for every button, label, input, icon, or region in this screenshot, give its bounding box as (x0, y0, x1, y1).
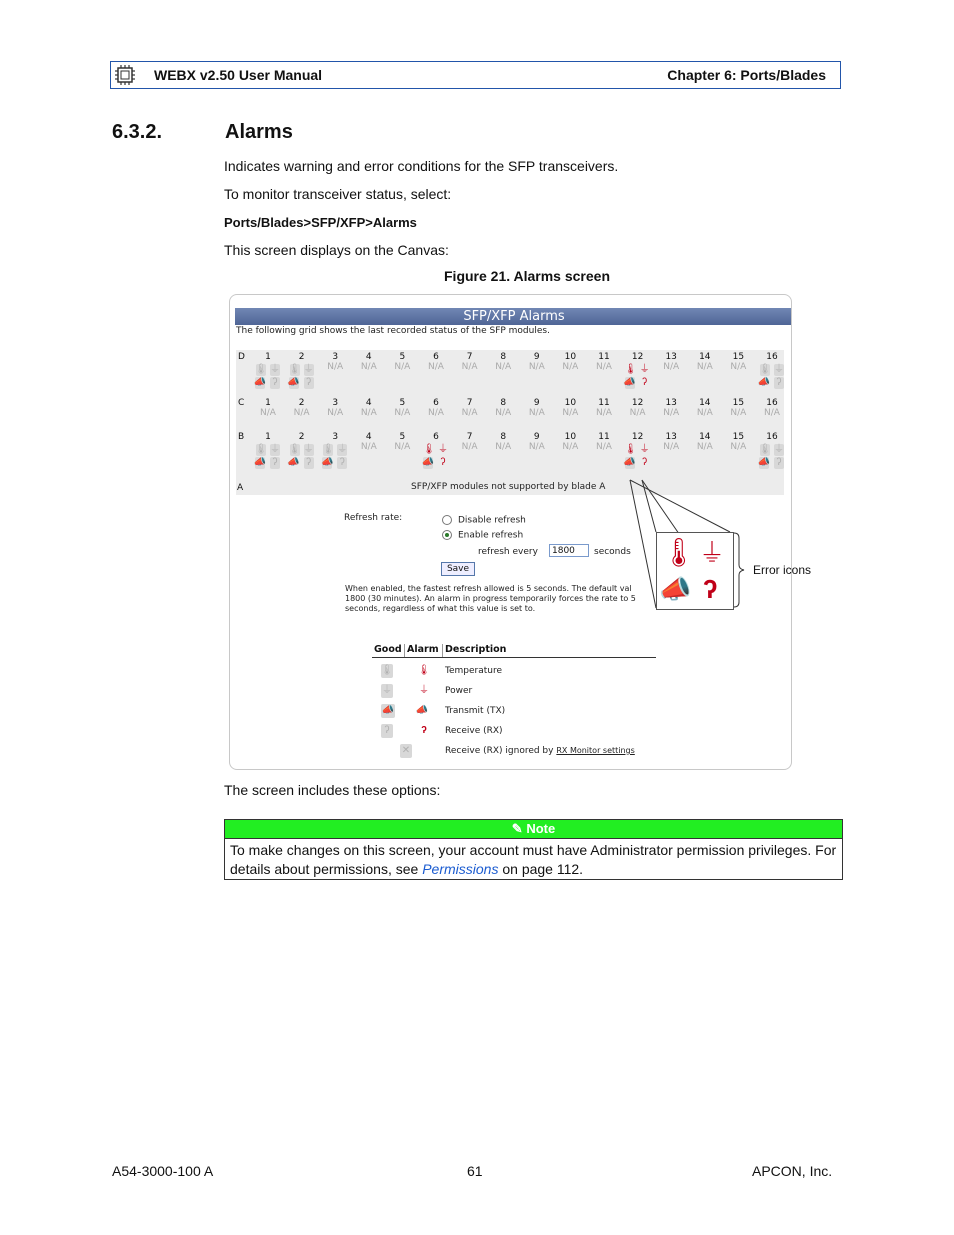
megaphone-icon: 📣 (320, 457, 334, 468)
port-number: 3 (332, 352, 339, 362)
refresh-help (345, 584, 636, 614)
help-line: 1800 (30 minutes). An alarm in progress temporarily forces the rate to 5 (345, 594, 636, 603)
port-na: N/A (629, 408, 646, 418)
port-number: 7 (466, 432, 473, 442)
legend-desc: Receive (RX) (445, 726, 503, 736)
plug-icon: ⏚ (438, 444, 448, 455)
megaphone-icon: 📣 (757, 377, 771, 388)
port-number: 6 (433, 432, 439, 442)
port-number: 5 (399, 432, 406, 442)
port-number: 14 (699, 352, 711, 362)
ear-icon: ʔ (774, 377, 784, 389)
megaphone-icon: 📣 (415, 705, 429, 716)
port-na: N/A (394, 442, 411, 452)
port-number: 12 (631, 398, 644, 408)
port-na: N/A (394, 408, 411, 418)
legend-description-header: Description (445, 644, 507, 655)
port-number: 5 (399, 352, 406, 362)
plug-icon: ⏚ (419, 685, 429, 696)
plug-icon: ⏚ (337, 444, 348, 455)
intro-text: Indicates warning and error conditions for the SFP transceivers. (224, 158, 619, 174)
refresh-label: Refresh rate: (344, 513, 403, 523)
plug-icon: ⏚ (270, 444, 280, 455)
ear-icon: ʔ (774, 457, 784, 469)
port-number: 16 (766, 432, 778, 442)
port-number: 10 (564, 398, 577, 408)
port-na: N/A (730, 408, 747, 418)
legend-desc-text: Receive (RX) ignored by (445, 746, 554, 756)
port-number: 10 (564, 352, 577, 362)
port-na: N/A (696, 442, 713, 452)
megaphone-icon: 📣 (623, 457, 636, 468)
disable-refresh-radio[interactable] (442, 515, 452, 525)
plug-icon: ⏚ (774, 364, 784, 375)
port-number: 4 (365, 432, 372, 442)
port-number: 10 (564, 432, 577, 442)
menu-path: Ports/Blades>SFP/XFP>Alarms (224, 215, 417, 230)
thermometer-icon: 🌡 (758, 444, 772, 455)
ear-icon: ʔ (642, 457, 648, 468)
port-na: N/A (562, 442, 579, 452)
port-na: N/A (327, 408, 344, 418)
port-number: 6 (433, 398, 439, 408)
port-na: N/A (562, 408, 579, 418)
port-na: N/A (528, 442, 545, 452)
legend-col-sep (442, 644, 443, 657)
port-number: 16 (766, 398, 778, 408)
help-line: seconds, regardless of what this value is set to. (345, 604, 536, 613)
sfp-grid (236, 350, 784, 495)
port-na: N/A (461, 408, 478, 418)
port-number: 14 (699, 398, 711, 408)
port-na: N/A (764, 408, 780, 418)
port-number: 16 (766, 352, 778, 362)
refresh-every-label: refresh every (478, 547, 538, 557)
canvas-text: This screen displays on the Canvas: (224, 242, 449, 258)
port-number: 9 (533, 352, 540, 362)
ear-icon: ʔ (381, 724, 393, 738)
port-na: N/A (528, 362, 545, 372)
megaphone-icon: 📣 (421, 457, 435, 468)
port-na: N/A (663, 442, 680, 452)
rx-monitor-settings-link[interactable]: RX Monitor settings (556, 746, 635, 755)
plug-icon: ⏚ (699, 538, 726, 568)
grid-intro: The following grid shows the last recorded status of the SFP modules. (236, 326, 550, 336)
callout-brace (732, 532, 752, 608)
port-number: 8 (500, 398, 507, 408)
port-number: 3 (332, 432, 339, 442)
port-number: 2 (298, 432, 305, 442)
port-na: N/A (360, 362, 377, 372)
port-na: N/A (528, 408, 545, 418)
thermometer-icon: 🌡 (624, 444, 637, 455)
plug-icon: ⏚ (639, 444, 650, 455)
options-intro: The screen includes these options: (224, 782, 441, 798)
port-number: 1 (265, 398, 271, 408)
port-number: 13 (665, 398, 677, 408)
refresh-interval-input[interactable]: 1800 (549, 544, 589, 557)
port-number: 2 (298, 352, 305, 362)
port-number: 13 (665, 352, 677, 362)
port-number: 11 (598, 398, 610, 408)
port-number: 12 (631, 432, 644, 442)
thermometer-icon: 🌡 (321, 444, 335, 455)
ear-icon: ʔ (703, 574, 718, 604)
manual-title: WEBX v2.50 User Manual (154, 67, 323, 83)
port-na: N/A (360, 408, 377, 418)
port-na: N/A (730, 362, 747, 372)
port-number: 6 (433, 352, 439, 362)
thermometer-icon: 🌡 (422, 444, 436, 455)
enable-refresh-label: Enable refresh (458, 530, 524, 541)
ear-icon: ʔ (440, 457, 446, 468)
megaphone-icon: 📣 (659, 574, 692, 604)
ear-icon: ʔ (304, 377, 314, 389)
port-na: N/A (495, 442, 512, 452)
thermometer-icon: 🌡 (254, 444, 268, 455)
thermometer-icon: 🌡 (288, 364, 301, 375)
page-header (110, 61, 841, 89)
blade-a-message: SFP/XFP modules not supported by blade A (411, 482, 606, 492)
port-number: 11 (598, 352, 610, 362)
port-na: N/A (461, 362, 478, 372)
figure-caption: Figure 21. Alarms screen (444, 268, 611, 284)
thermometer-icon: 🌡 (417, 665, 431, 676)
legend-desc: Temperature (445, 666, 503, 676)
port-na: N/A (596, 408, 612, 418)
ear-icon: ʔ (337, 457, 347, 469)
port-number: 14 (699, 432, 711, 442)
legend-divider (372, 657, 656, 658)
ear-icon: ʔ (270, 457, 280, 469)
enable-refresh-option[interactable] (442, 530, 523, 541)
ear-icon: ʔ (304, 457, 314, 469)
help-line: When enabled, the fastest refresh allowed is 5 seconds. The default val (345, 584, 632, 593)
port-na: N/A (260, 408, 276, 418)
port-number: 7 (466, 398, 473, 408)
port-number: 3 (332, 398, 339, 408)
megaphone-icon: 📣 (253, 377, 267, 388)
port-number: 4 (365, 352, 372, 362)
note-text: To make changes on this screen, your account must have Administrator permission privileges. For details about permissions, see (230, 842, 837, 877)
megaphone-icon: 📣 (623, 377, 636, 388)
port-na: N/A (596, 362, 612, 372)
megaphone-icon: 📣 (757, 457, 771, 468)
port-number: 12 (631, 352, 644, 362)
row-label: D (238, 352, 245, 362)
port-na: N/A (696, 362, 713, 372)
port-number: 15 (732, 352, 745, 362)
thermometer-icon: 🌡 (288, 444, 301, 455)
megaphone-icon: 📣 (253, 457, 267, 468)
thermometer-icon: 🌡 (624, 364, 637, 375)
screen-title: SFP/XFP Alarms (235, 308, 792, 325)
page-number: 61 (467, 1163, 483, 1179)
port-na: N/A (428, 362, 444, 372)
port-na: N/A (663, 362, 680, 372)
port-na: N/A (327, 362, 344, 372)
plug-icon: ⏚ (639, 364, 650, 375)
ear-icon: ʔ (421, 725, 427, 736)
ear-ignored-icon: ✕ (401, 745, 411, 756)
plug-icon: ⏚ (382, 685, 392, 696)
note-text-end: on page 112. (498, 861, 584, 877)
port-na: N/A (730, 442, 747, 452)
plug-icon: ⏚ (270, 364, 280, 375)
note-icon: ✎ (511, 821, 523, 836)
thermometer-icon: 🌡 (758, 364, 772, 375)
disable-refresh-option[interactable] (442, 515, 526, 526)
save-button[interactable]: Save (441, 562, 475, 576)
ear-icon: ʔ (270, 377, 280, 389)
port-number: 8 (500, 352, 507, 362)
port-na: N/A (562, 362, 579, 372)
row-label: B (238, 432, 245, 442)
port-na: N/A (394, 362, 411, 372)
port-number: 9 (533, 398, 540, 408)
port-number: 15 (732, 398, 745, 408)
company-name: APCON, Inc. (752, 1163, 833, 1179)
row-label: C (238, 398, 245, 408)
row-label-a: A (237, 483, 244, 493)
port-number: 5 (399, 398, 406, 408)
port-na: N/A (596, 442, 612, 452)
disable-refresh-label: Disable refresh (458, 515, 526, 526)
port-number: 7 (466, 352, 473, 362)
chapter-title: Chapter 6: Ports/Blades (667, 67, 826, 83)
port-number: 15 (732, 432, 745, 442)
error-icons-zoom (656, 532, 734, 610)
port-na: N/A (360, 442, 377, 452)
megaphone-icon: 📣 (287, 377, 300, 388)
port-number: 1 (265, 352, 271, 362)
legend-desc (445, 746, 635, 756)
note-body (225, 839, 842, 881)
note-box (224, 819, 843, 880)
port-number: 9 (533, 432, 540, 442)
seconds-label: seconds (594, 547, 631, 557)
port-number: 1 (265, 432, 271, 442)
legend-col-sep (404, 644, 405, 657)
instruction-text: To monitor transceiver status, select: (224, 186, 452, 202)
port-number: 2 (298, 398, 305, 408)
note-heading: Note (526, 821, 556, 836)
megaphone-icon: 📣 (381, 705, 395, 716)
thermometer-icon: 🌡 (380, 665, 394, 676)
legend-desc: Transmit (TX) (445, 706, 506, 716)
enable-refresh-radio[interactable] (442, 530, 452, 540)
port-number: 8 (500, 432, 507, 442)
port-na: N/A (461, 442, 478, 452)
permissions-link[interactable]: Permissions (422, 861, 499, 877)
port-na: N/A (696, 408, 713, 418)
port-na: N/A (293, 408, 310, 418)
megaphone-icon: 📣 (287, 457, 300, 468)
plug-icon: ⏚ (774, 444, 784, 455)
section-number: 6.3.2. (112, 121, 163, 143)
legend-alarm-header: Alarm (407, 644, 439, 655)
error-icons-label: Error icons (753, 563, 812, 577)
doc-number: A54-3000-100 A (112, 1163, 214, 1179)
thermometer-icon: 🌡 (661, 537, 697, 568)
port-na: N/A (495, 408, 512, 418)
port-number: 13 (665, 432, 677, 442)
port-na: N/A (495, 362, 512, 372)
note-header (225, 820, 842, 839)
port-na: N/A (663, 408, 680, 418)
port-number: 11 (598, 432, 610, 442)
legend-good-header: Good (374, 644, 402, 655)
chip-icon (115, 65, 135, 85)
port-number: 4 (365, 398, 372, 408)
thermometer-icon: 🌡 (254, 364, 268, 375)
ear-icon: ʔ (642, 377, 648, 388)
section-title: Alarms (225, 121, 293, 143)
plug-icon: ⏚ (303, 364, 314, 375)
port-na: N/A (428, 408, 444, 418)
legend-desc: Power (445, 686, 473, 696)
plug-icon: ⏚ (303, 444, 314, 455)
